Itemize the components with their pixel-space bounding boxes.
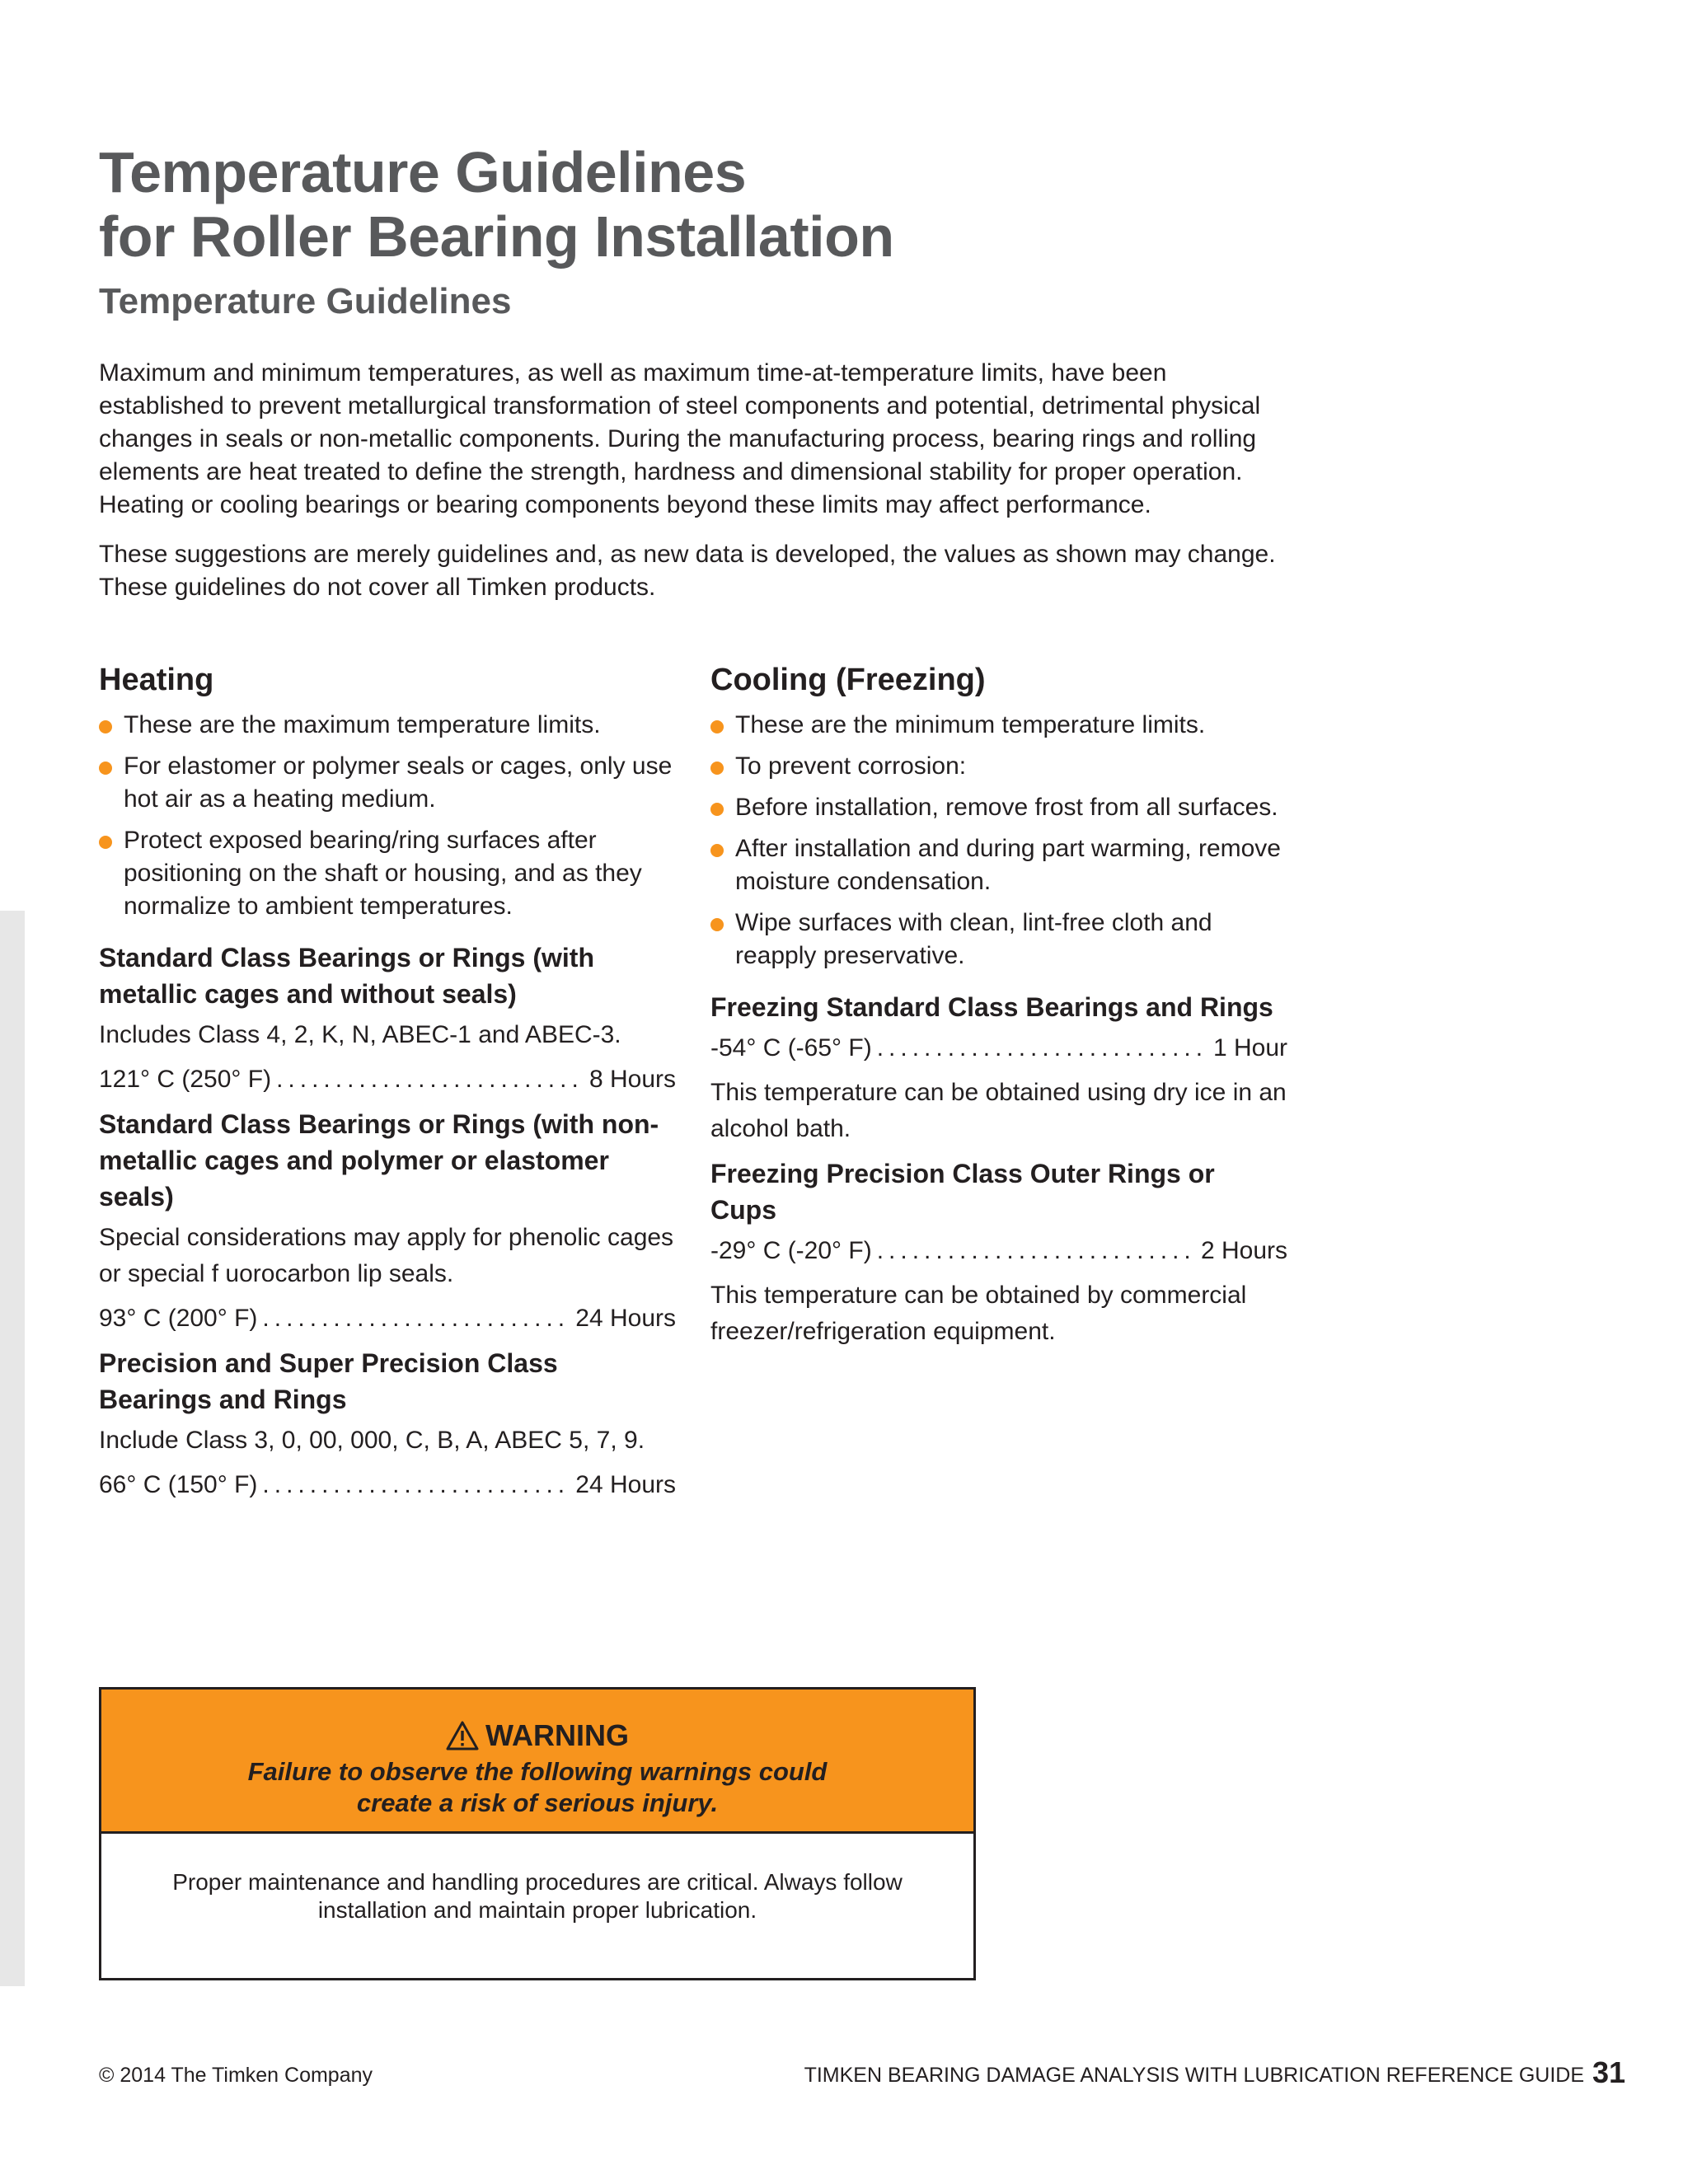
list-item xyxy=(710,709,1287,742)
dot-leader xyxy=(877,1030,1208,1066)
list-item xyxy=(710,832,1287,898)
warning-box xyxy=(99,1687,976,1980)
intro-text xyxy=(99,357,1286,621)
bullet-text: These are the minimum temperature limits. xyxy=(735,711,1206,738)
heating-column xyxy=(99,659,676,1511)
bullet-icon xyxy=(99,720,112,733)
footer-copyright: © 2014 The Timken Company xyxy=(99,2064,373,2087)
bullet-text: Wipe surfaces with clean, lint-free cloth and reapply preservative. xyxy=(735,909,1212,969)
heating-section-note: Special considerations may apply for phenolic cages or special f uorocarbon lip seals. xyxy=(99,1224,674,1287)
time-limit: 1 Hour xyxy=(1212,1034,1287,1062)
heating-section-note: Include Class 3, 0, 00, 000, C, B, A, ABEC 5, 7, 9. xyxy=(99,1427,645,1454)
cooling-section-note: This temperature can be obtained using dry ice in an alcohol bath. xyxy=(710,1079,1287,1142)
bullet-text: Protect exposed bearing/ring surfaces after positioning on the shaft or housing, and as they normalize to ambient temperatures. xyxy=(124,827,642,920)
time-limit: 24 Hours xyxy=(575,1471,676,1498)
temperature-limit-row xyxy=(99,1467,676,1503)
list-item xyxy=(710,907,1287,972)
temperature-limit-row xyxy=(710,1233,1287,1269)
list-item xyxy=(99,750,676,816)
title-line-2: for Roller Bearing Installation xyxy=(99,204,894,269)
time-limit: 2 Hours xyxy=(1200,1237,1287,1264)
intro-paragraph-1: Maximum and minimum temperatures, as well as maximum time-at-temperature limits, have been established to prevent metallurgical transformation of steel components and potential, detrimental physical changes in seals or non-metallic components. During the manufacturing process, bearing rings and rolling elements are heat treated to define the strength, hardness and dimensional stability for proper operation. Heating or cooling bearings or bearing components beyond these limits may affect performance. xyxy=(99,359,1261,518)
cooling-heading: Cooling (Freezing) xyxy=(710,663,986,697)
title-line-1: Temperature Guidelines xyxy=(99,140,747,204)
warning-subtitle: Failure to observe the following warnings could create a risk of serious injury. xyxy=(247,1757,828,1817)
bullet-icon xyxy=(99,836,112,849)
list-item xyxy=(710,791,1287,824)
bullet-icon xyxy=(710,762,724,775)
bullet-icon xyxy=(710,844,724,857)
warning-header xyxy=(101,1690,973,1834)
dot-leader xyxy=(877,1233,1196,1269)
temperature-value: -54° C (-65° F) xyxy=(710,1034,872,1062)
temperature-limit-row xyxy=(710,1030,1287,1066)
cooling-section-note: This temperature can be obtained by commercial freezer/refrigeration equipment. xyxy=(710,1282,1247,1345)
list-item xyxy=(99,709,676,742)
warning-triangle-icon xyxy=(446,1721,479,1750)
heating-bullet-list xyxy=(99,709,676,923)
page-title xyxy=(99,140,894,269)
temperature-limit-row xyxy=(99,1301,676,1337)
time-limit: 24 Hours xyxy=(575,1305,676,1332)
dot-leader xyxy=(262,1301,570,1337)
bullet-text: To prevent corrosion: xyxy=(735,752,967,780)
list-item xyxy=(710,750,1287,783)
dot-leader xyxy=(276,1062,584,1098)
temperature-value: 66° C (150° F) xyxy=(99,1471,258,1498)
heating-section-heading: Standard Class Bearings or Rings (with metallic cages and without seals) xyxy=(99,943,594,1009)
bullet-text: For elastomer or polymer seals or cages, only use hot air as a heating medium. xyxy=(124,752,673,813)
heating-section-heading: Standard Class Bearings or Rings (with non-metallic cages and polymer or elastomer seals) xyxy=(99,1109,659,1212)
temperature-value: -29° C (-20° F) xyxy=(710,1237,872,1264)
heating-heading: Heating xyxy=(99,663,214,697)
warning-title xyxy=(446,1719,629,1752)
section-subtitle: Temperature Guidelines xyxy=(99,281,512,321)
heating-section-note: Includes Class 4, 2, K, N, ABEC-1 and ABEC-3. xyxy=(99,1021,621,1048)
heating-section-heading: Precision and Super Precision Class Bearings and Rings xyxy=(99,1348,558,1414)
time-limit: 8 Hours xyxy=(588,1066,676,1093)
temperature-value: 121° C (250° F) xyxy=(99,1066,272,1093)
bullet-text: Before installation, remove frost from all surfaces. xyxy=(735,794,1278,821)
warning-title-text: WARNING xyxy=(485,1718,629,1752)
cooling-section-heading: Freezing Standard Class Bearings and Rings xyxy=(710,992,1273,1022)
cooling-column xyxy=(710,659,1287,1358)
cooling-section-heading: Freezing Precision Class Outer Rings or Cups xyxy=(710,1159,1215,1225)
bullet-text: These are the maximum temperature limits. xyxy=(124,711,601,738)
side-strip xyxy=(0,911,25,1986)
list-item xyxy=(99,824,676,923)
bullet-icon xyxy=(99,762,112,775)
warning-body: Proper maintenance and handling procedures are critical. Always follow installation and maintain proper lubrication. xyxy=(172,1869,903,1923)
footer-guide-title: TIMKEN BEARING DAMAGE ANALYSIS WITH LUBRICATION REFERENCE GUIDE xyxy=(804,2064,1584,2087)
temperature-limit-row xyxy=(99,1062,676,1098)
bullet-icon xyxy=(710,720,724,733)
bullet-text: After installation and during part warming, remove moisture condensation. xyxy=(735,835,1281,895)
dot-leader xyxy=(262,1467,570,1503)
cooling-bullet-list xyxy=(710,709,1287,972)
bullet-icon xyxy=(710,918,724,931)
bullet-icon xyxy=(710,803,724,816)
page-number: 31 xyxy=(1592,2055,1625,2089)
intro-paragraph-2: These suggestions are merely guidelines and, as new data is developed, the values as shown may change. These guidelines do not cover all Timken products. xyxy=(99,541,1276,601)
temperature-value: 93° C (200° F) xyxy=(99,1305,258,1332)
